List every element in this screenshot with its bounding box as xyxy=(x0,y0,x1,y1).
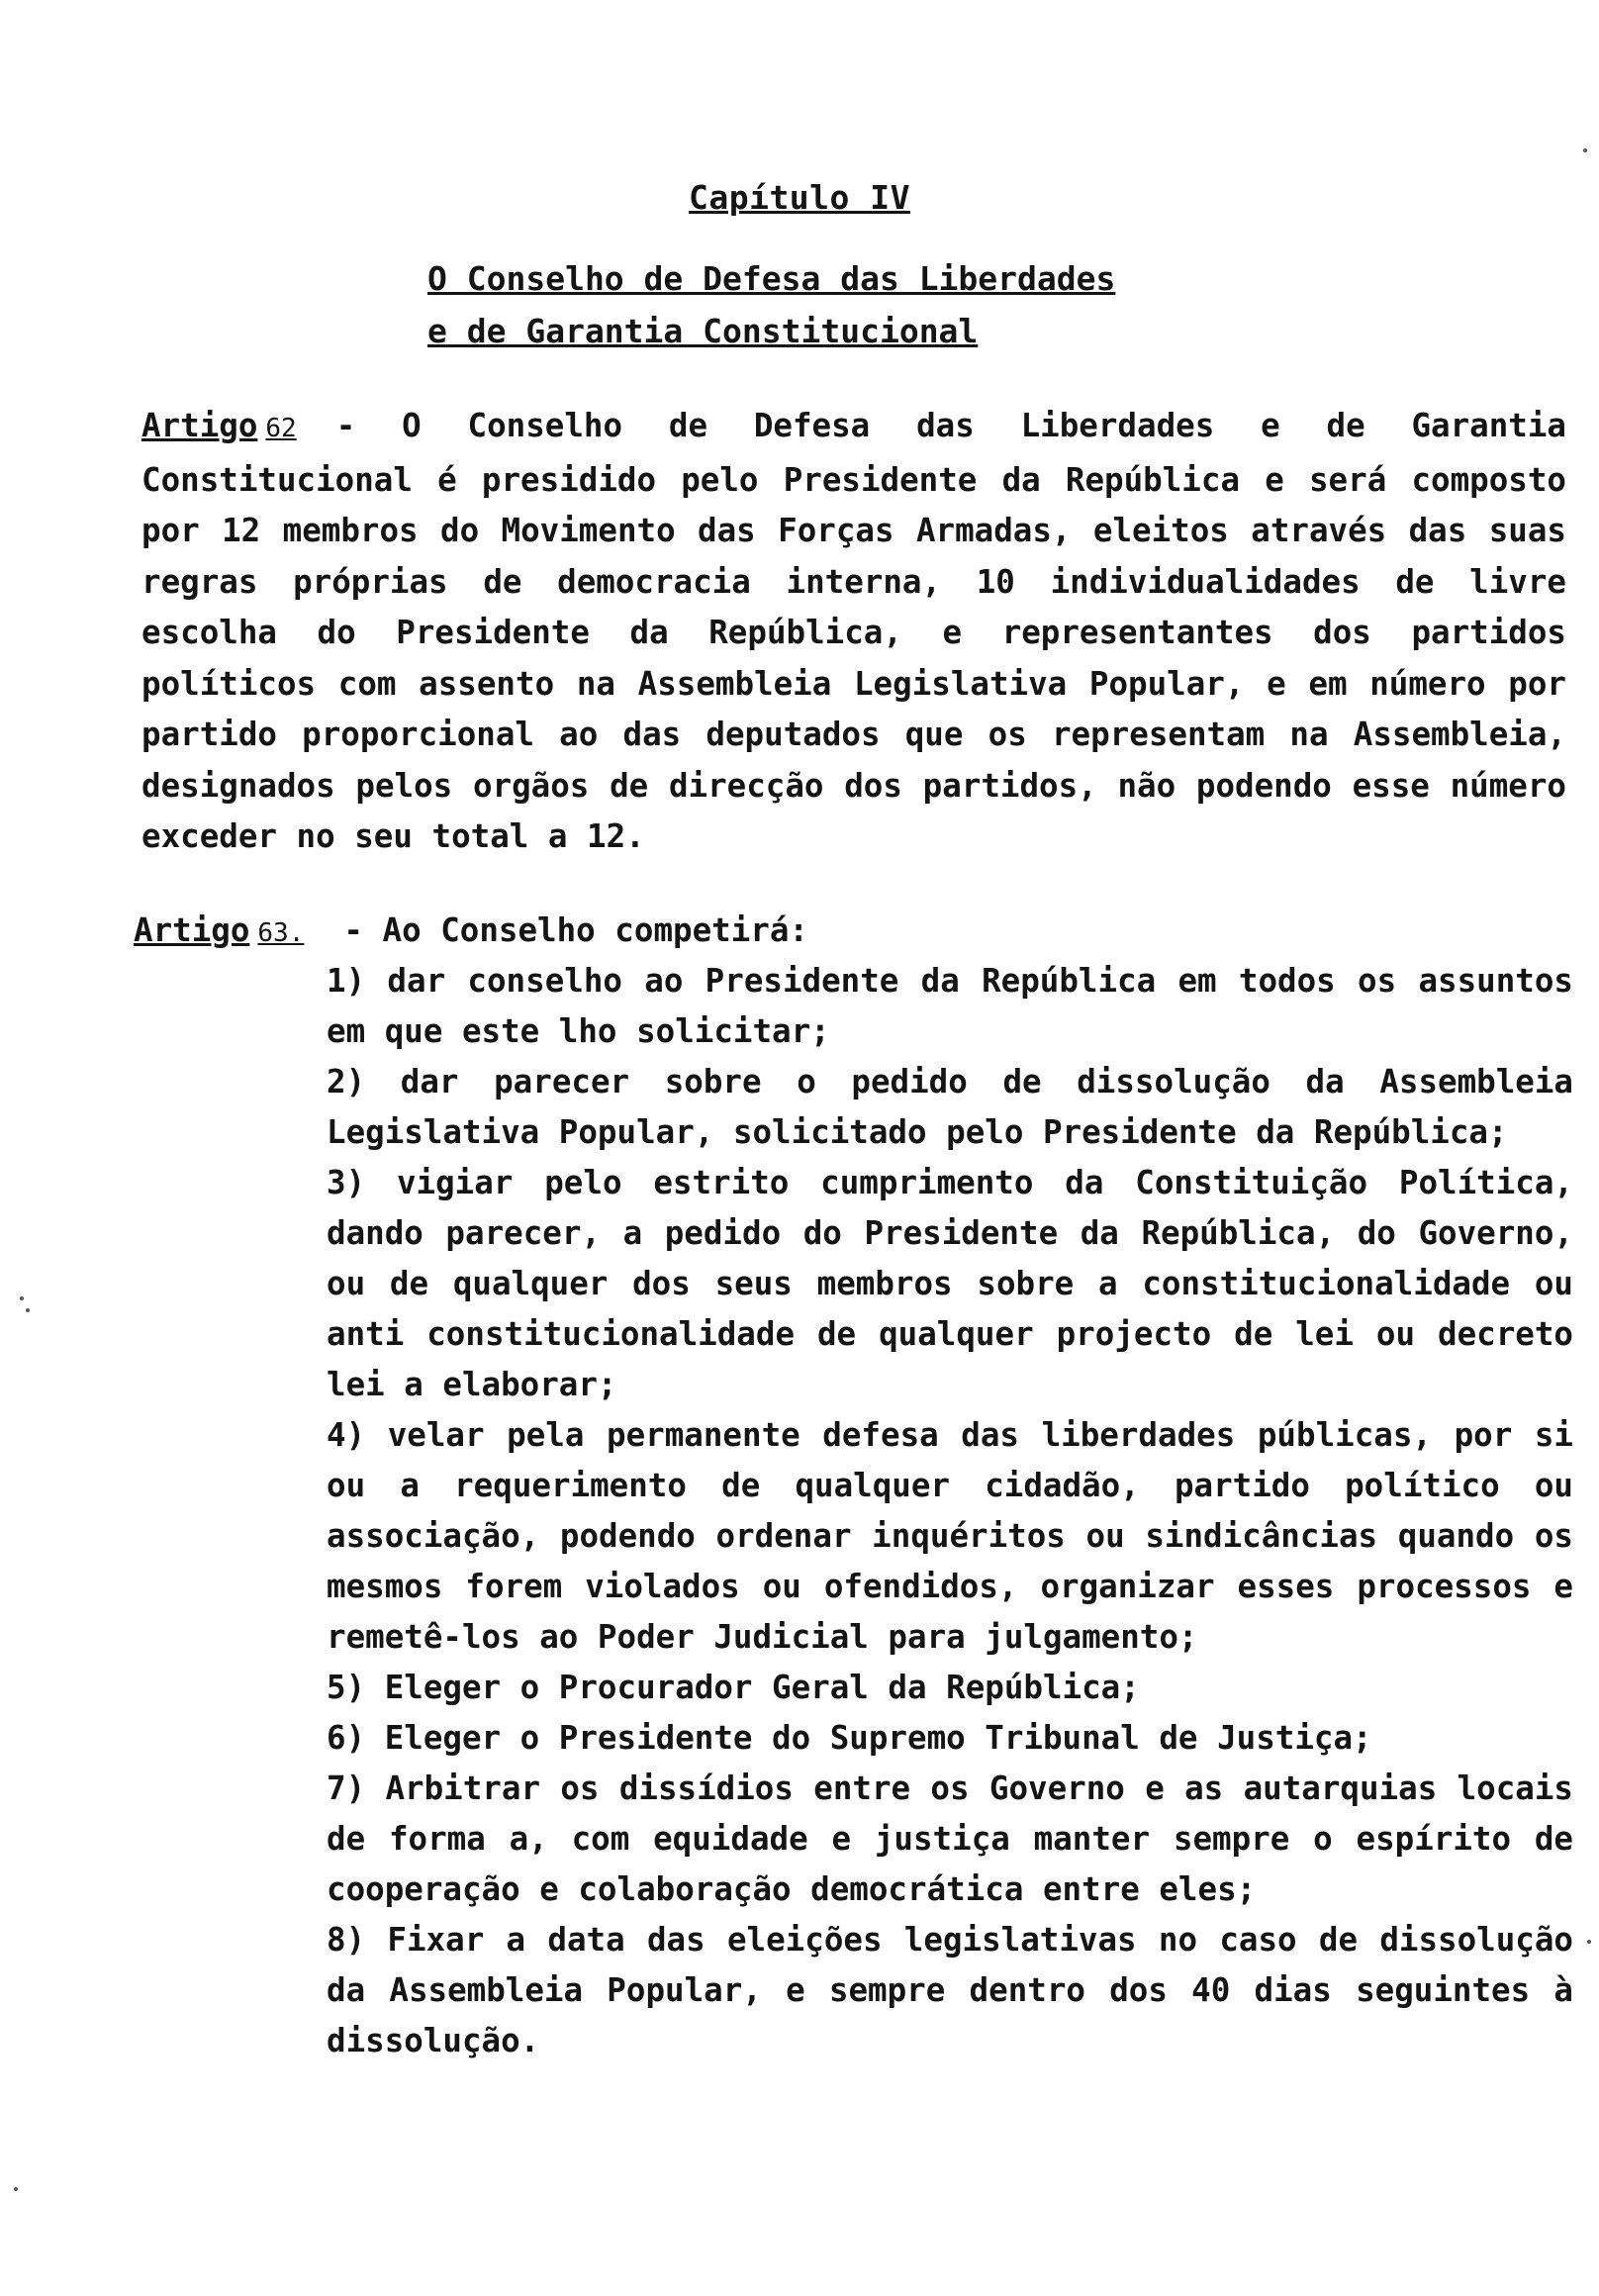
list-item: 8) Fixar a data das eleições legislativas no caso de dissolução da Assembleia Popular, e sempre dentro dos 40 dias seguintes à dissolução. xyxy=(327,1921,1573,2059)
list-item: 5) Eleger o Procurador Geral da República; xyxy=(327,1669,1140,1706)
speck xyxy=(1587,1940,1591,1944)
chapter-subtitle-line1: O Conselho de Defesa das Liberdades xyxy=(427,259,1116,298)
chapter-title: Capítulo IV xyxy=(688,178,911,217)
list-item: 3) vigiar pelo estrito cumprimento da Constituição Política, dando parecer, a pedido do Presidente da República, do Governo, ou de qualquer dos seus membros sobre a constitucionalidade ou anti constitucionalidade de qualquer projecto de lei ou decreto lei a elaborar; xyxy=(327,1164,1573,1403)
list-item: 6) Eleger o Presidente do Supremo Tribunal de Justiça; xyxy=(327,1719,1372,1757)
article-62-text: - O Conselho de Defesa das Liberdades e de Garantia Constitucional é presidido pelo Presidente da República e será composto por 12 membros do Movimento das Forças Armadas, eleitos através das suas regras próprias de democracia interna, 10 individualidades de livre escolha do Presidente da República, e representantes dos partidos políticos com assento na Assembleia Legislativa Popular, e em número por partido proporcional ao das deputados que os representam na Assembleia, designados pelos orgãos de direcção dos partidos, não podendo esse número exceder no seu total a 12. xyxy=(141,407,1566,855)
chapter-subtitle-line2: e de Garantia Constitucional xyxy=(427,312,979,350)
list-item: 1) dar conselho ao Presidente da República em todos os assuntos em que este lho solicitar; xyxy=(327,962,1573,1050)
article-63-label: Artigo xyxy=(134,911,250,949)
article-62 xyxy=(141,401,1566,863)
article-62-number: 62 xyxy=(265,414,297,443)
speck xyxy=(20,1296,24,1300)
article-63-intro: - Ao Conselho competirá: xyxy=(343,911,808,949)
speck xyxy=(1583,148,1587,152)
article-63-items xyxy=(327,956,1573,2066)
article-63-number: 63. xyxy=(257,918,305,948)
list-item: 7) Arbitrar os dissídios entre os Governo e as autarquias locais de forma a, com equidade e justiça manter sempre o espírito de cooperação e colaboração democrática entre eles; xyxy=(327,1770,1573,1908)
speck xyxy=(26,1308,30,1312)
speck xyxy=(14,2187,18,2191)
list-item: 2) dar parecer sobre o pedido de dissolução da Assembleia Legislativa Popular, solicitado pelo Presidente da República; xyxy=(327,1063,1573,1151)
article-62-label: Artigo xyxy=(141,407,258,444)
list-item: 4) velar pela permanente defesa das liberdades públicas, por si ou a requerimento de qualquer cidadão, partido político ou associação, podendo ordenar inquéritos ou sindicâncias quando os mesmos forem violados ou ofendidos, organizar esses processos e remetê-los ao Poder Judicial para julgamento; xyxy=(327,1416,1573,1656)
article-63 xyxy=(134,906,1558,960)
